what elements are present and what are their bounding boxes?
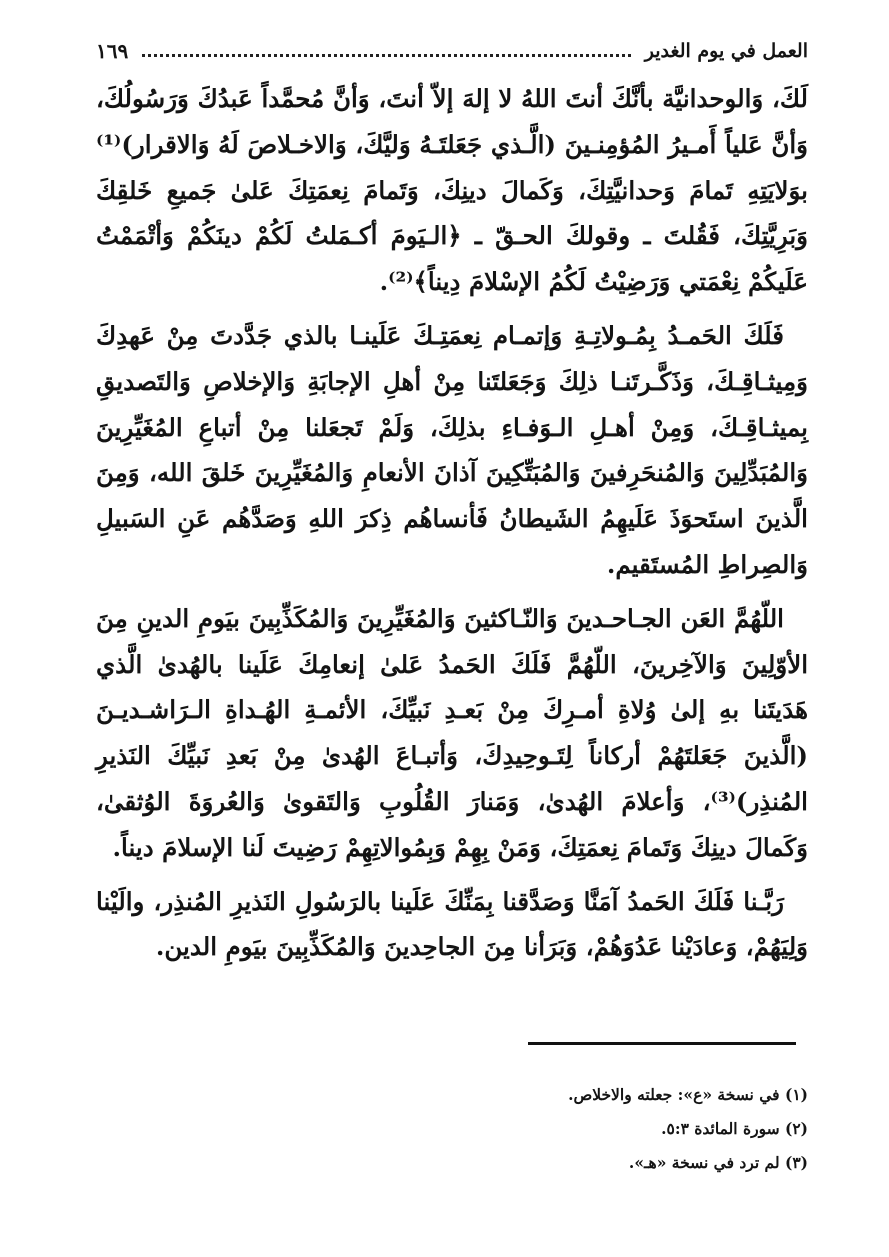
paragraph: فَلَكَ الحَمـدُ بِمُـولاتِـةِ وَإتمـام نِعمَتِـكَ عَلَينـا بالذي جَدَّدتَ مِنْ عَهدِكَ وَمِيثـاقِـكَ، وَذَكَّـرتَنـا ذلِكَ وَجَعَلتَنا مِنْ أهلِ الإجابَةِ وَالإخلاصِ وَالتَصديقِ بِميثـاقِـكَ، وَمِنْ أهـلِ الـوَفـاءِ بذلِكَ، وَلَمْ تَجعَلنا مِنْ أتباعِ المُغَيِّرِينَ وَالمُبَدِّلِينَ وَالمُنحَرِفينَ وَالمُبَتِّكِينَ آذانَ الأنعامِ وَالمُغَيِّرِينَ خَلقَ الله، وَمِنَ الَّذينَ استَحوَذَ عَلَيهِمُ الشَيطانُ فَأنساهُم ذِكرَ اللهِ وَصَدَّهُم عَنِ السَبيلِ وَالصِراطِ المُستَقيم. [96,320,808,579]
footnotes [96,1078,808,1180]
paragraph: لَكَ، وَالوحدانيَّة بأنَّكَ أنتَ اللهُ لا إلهَ إلاّ أنتَ، وَأنَّ مُحمَّداً عَبدُكَ وَرَسُولُكَ، وَأنَّ عَلياً أَمـيرُ المُؤمِنـينَ (الَّـذي جَعَلتَـهُ وَليَّكَ، وَالاخـلاصَ لَهُ وَالاقرار)⁽¹⁾ بوَلايَتِهِ تَمامَ وَحدانيَّتِكَ، وَكَمالَ دينِكَ، وَتَمامَ نِعمَتِكَ عَلىٰ جَميعِ خَلقِكَ وَبَرِيَّتِكَ، فَقُلتَ ـ وقولكَ الحـقّ ـ ﴿الـيَومَ أكـمَلتُ لَكُمْ دينَكُمْ وَأتْمَمْتُ عَلَيكُمْ نِعْمَتي وَرَضِيْتُ لَكُمُ الإسْلامَ دِيناً﴾⁽²⁾. [96,84,808,297]
running-head-title: العمل في يوم الغدير [644,40,808,62]
paragraph: اللّهُمَّ العَن الجـاحـدينَ وَالنّـاكثينَ وَالمُغَيِّرِينَ وَالمُكَذِّبِينَ بيَومِ الدينِ مِنَ الأوّلِينَ وَالآخِرينَ، اللّهُمَّ فَلَكَ الحَمدُ عَلىٰ إنعامِكَ عَلَينا بالهُدىٰ الَّذي هَدَيتَنا بهِ إلىٰ وُلاةِ أمـرِكَ مِنْ بَعـدِ نَبيِّكَ، الأئمـةِ الهُـداةِ الـرَاشـديـنَ (الَّذينَ جَعَلتَهُمْ أركاناً لِتَـوحِيدِكَ، وَأتبـاعَ الهُدىٰ مِنْ بَعدِ نَبيِّكَ النَذيرِ المُنذِر)⁽³⁾، وَأعلامَ الهُدىٰ، وَمَنارَ القُلُوبِ وَالتَقوىٰ وَالعُروَةَ الوُثقىٰ، وَكَمالَ دينِكَ وَتَمامَ نِعمَتِكَ، وَمَنْ بِهِمْ وَبِمُوالاتِهِمْ رَضِيتَ لَنا الإسلامَ ديناً. [96,603,808,862]
paragraph: رَبَّـنا فَلَكَ الحَمدُ آمَنَّا وَصَدَّقنا بِمَنِّكَ عَلَينا بالرَسُولِ النَذيرِ المُنذِر، والَيْنا وَلِيَهُمْ، وَعادَيْنا عَدُوَهُمْ، وَبَرَأنا مِنَ الجاحِدينَ وَالمُكَذِّبِينَ بيَومِ الدين. [96,886,808,962]
footnote: (٣) لم ترد في نسخة «هـ». [628,1153,808,1172]
main-text [96,76,808,978]
leader-dots [142,54,631,57]
footnote: (١) في نسخة «ع»: جعلته والاخلاص. [568,1085,808,1104]
footnote-separator [528,1042,796,1045]
page-number: ١٦٩ [96,39,129,63]
footnote: (٢) سورة المائدة ٥:٣. [661,1119,808,1138]
running-head [96,34,808,68]
